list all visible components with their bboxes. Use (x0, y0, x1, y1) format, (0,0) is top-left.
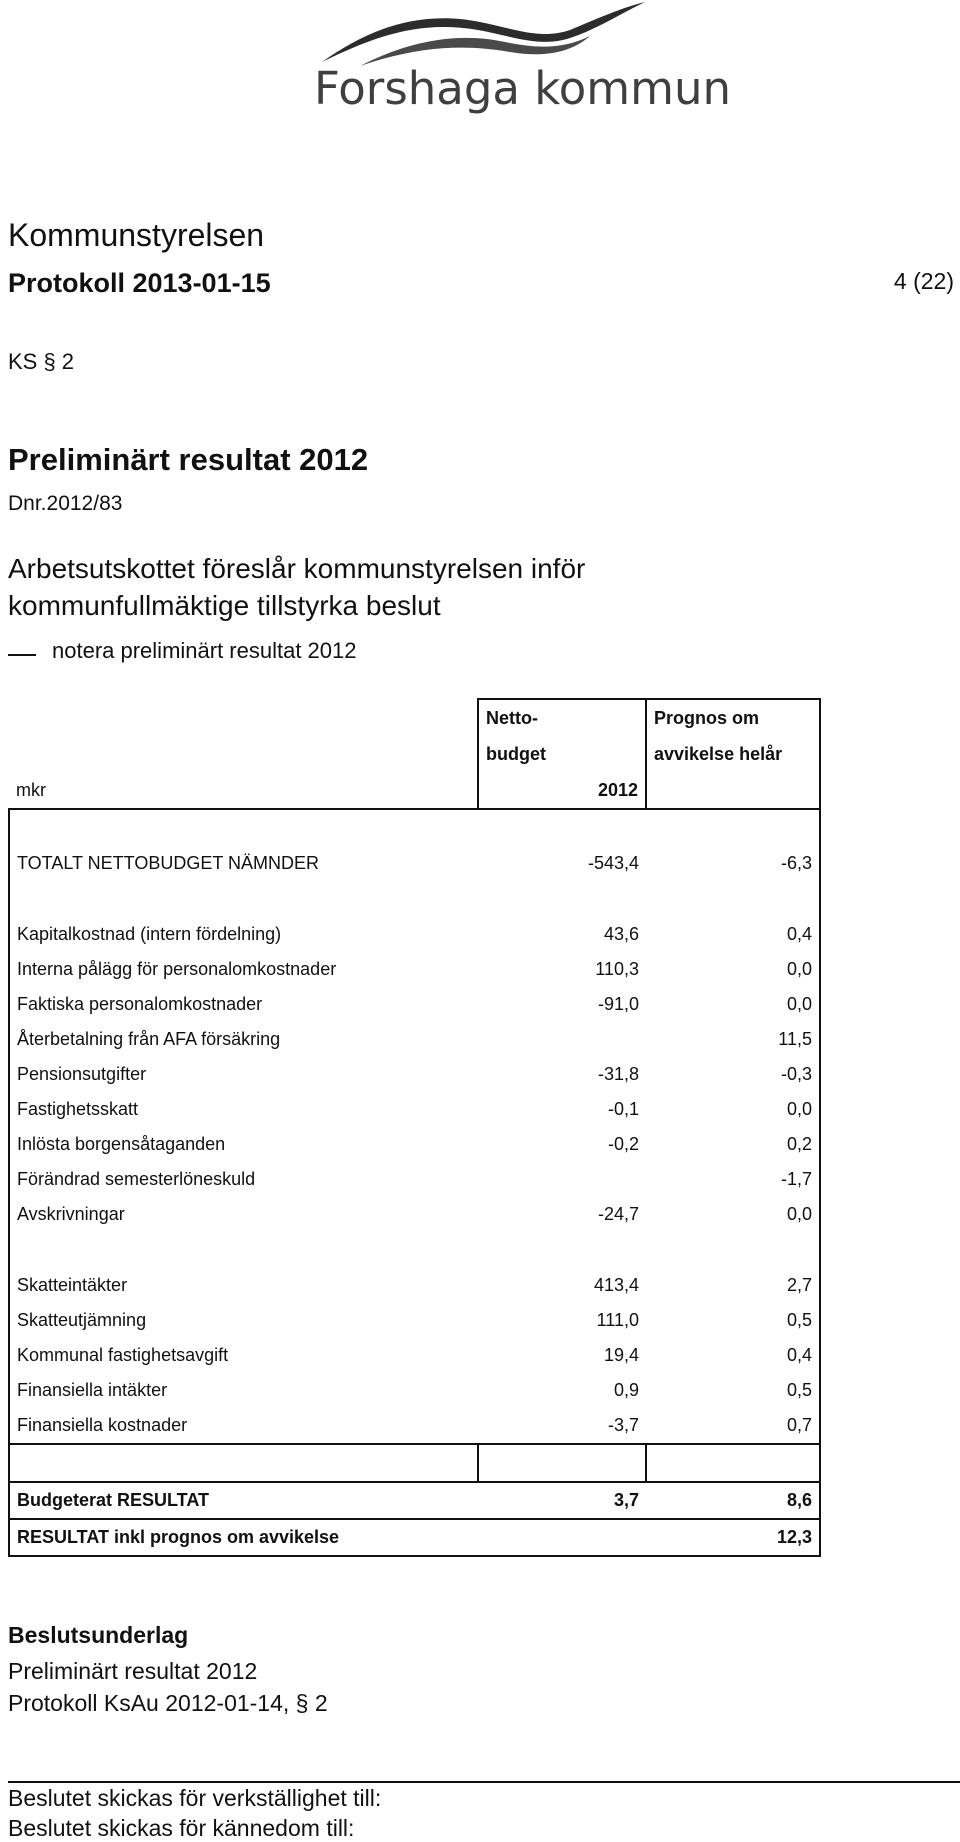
row-budget (478, 1022, 646, 1057)
table-row (9, 1197, 820, 1232)
row-label: Skatteutjämning (9, 1303, 478, 1338)
row-label: Skatteintäkter (9, 1268, 478, 1303)
row-budget: -31,8 (597, 1064, 639, 1084)
row-budget: 110,3 (595, 959, 639, 979)
basis-item-2: Protokoll KsAu 2012-01-14, § 2 (8, 1690, 328, 1716)
forecast-header-1: Prognos om (646, 699, 820, 736)
row-budget: -0,2 (607, 1134, 639, 1154)
row-budget: -0,1 (607, 1099, 639, 1119)
matter-title: Preliminärt resultat 2012 (8, 442, 369, 477)
table-row (9, 1057, 820, 1092)
table-row (9, 1092, 820, 1127)
row-forecast: -1,7 (646, 1162, 820, 1197)
table-row (9, 987, 820, 1022)
divider (8, 1781, 960, 1783)
row-budget: 0,9 (613, 1380, 639, 1400)
proposal-line-1: Arbetsutskottet föreslår kommunstyrelsen inför (8, 553, 586, 584)
table-row (9, 952, 820, 987)
row-forecast: 0,5 (646, 1303, 820, 1338)
forshaga-logo (300, 0, 731, 120)
sent-for-information: Beslutet skickas för kännedom till: (8, 1815, 355, 1841)
row-forecast: 0,0 (646, 1092, 820, 1127)
basis-heading: Beslutsunderlag (8, 1622, 189, 1648)
row-label: Fastighetsskatt (9, 1092, 478, 1127)
section-number: KS § 2 (8, 349, 75, 374)
row-label: Kapitalkostnad (intern fördelning) (9, 917, 478, 952)
proposal-bullet: notera preliminärt resultat 2012 (52, 638, 357, 663)
table-row: TOTALT NETTOBUDGET NÄMNDER -543,4 -6,3 (9, 846, 820, 881)
forecast-result-row: RESULTAT inkl prognos om avvikelse 12,3 (9, 1519, 820, 1556)
logo-text: Forshaga kommun (314, 62, 731, 115)
row-budget: 19,4 (603, 1345, 639, 1365)
row-budget: 413,4 (593, 1275, 639, 1295)
row-budget: -24,7 (597, 1204, 639, 1224)
budget-result-row: Budgeterat RESULTAT 3,7 8,6 (9, 1482, 820, 1519)
row-forecast: 0,0 (646, 1197, 820, 1232)
table-row (9, 1303, 820, 1338)
dash-bullet-icon (8, 654, 36, 656)
page-number: 4 (22) (893, 268, 954, 294)
row-budget: -3,7 (607, 1415, 639, 1435)
table-row (9, 1338, 820, 1373)
row-label: Kommunal fastighetsavgift (9, 1338, 478, 1373)
table-row (9, 917, 820, 952)
row-forecast: -0,3 (646, 1057, 820, 1092)
row-label: Finansiella kostnader (9, 1408, 478, 1444)
organization-name: Kommunstyrelsen (8, 217, 265, 253)
table-row (9, 1022, 820, 1057)
budget-header-1: Netto- (478, 699, 646, 736)
table-row (9, 1373, 820, 1408)
row-budget: 111,0 (596, 1310, 639, 1330)
row-label: Pensionsutgifter (9, 1057, 478, 1092)
proposal-text (8, 550, 585, 624)
table-row (9, 1268, 820, 1303)
row-label: Finansiella intäkter (9, 1373, 478, 1408)
row-label: Återbetalning från AFA försäkring (9, 1022, 478, 1057)
budget-header-year: 2012 (478, 772, 646, 809)
forecast-header-2: avvikelse helår (646, 736, 820, 772)
registration-number: Dnr.2012/83 (8, 492, 123, 515)
basis-item-1: Preliminärt resultat 2012 (8, 1658, 258, 1684)
proposal-line-2: kommunfullmäktige tillstyrka beslut (8, 590, 441, 621)
protocol-date: Protokoll 2013-01-15 (8, 268, 271, 298)
row-budget: 43,6 (603, 924, 639, 944)
row-label: Förändrad semesterlöneskuld (9, 1162, 478, 1197)
row-budget (478, 1162, 646, 1197)
sent-for-action: Beslutet skickas för verkställighet till: (8, 1785, 382, 1811)
row-label: Interna pålägg för personalomkostnader (9, 952, 478, 987)
row-forecast: 0,5 (646, 1373, 820, 1408)
unit-label: mkr (9, 772, 478, 809)
row-forecast: 0,2 (646, 1127, 820, 1162)
row-forecast: 0,0 (646, 987, 820, 1022)
row-forecast: 0,4 (646, 1338, 820, 1373)
budget-header-2: budget (478, 736, 646, 772)
row-label: Inlösta borgensåtaganden (9, 1127, 478, 1162)
result-table (8, 698, 812, 1557)
row-label: Faktiska personalomkostnader (9, 987, 478, 1022)
logo-swoosh-icon (300, 0, 680, 70)
row-forecast: 11,5 (646, 1022, 820, 1057)
table-row (9, 1162, 820, 1197)
row-forecast: 0,4 (646, 917, 820, 952)
row-label: Avskrivningar (9, 1197, 478, 1232)
table-row (9, 1408, 820, 1444)
row-budget: -91,0 (597, 994, 639, 1014)
table-row (9, 1127, 820, 1162)
row-forecast: 0,0 (646, 952, 820, 987)
row-forecast: 2,7 (646, 1268, 820, 1303)
row-forecast: 0,7 (646, 1408, 820, 1444)
